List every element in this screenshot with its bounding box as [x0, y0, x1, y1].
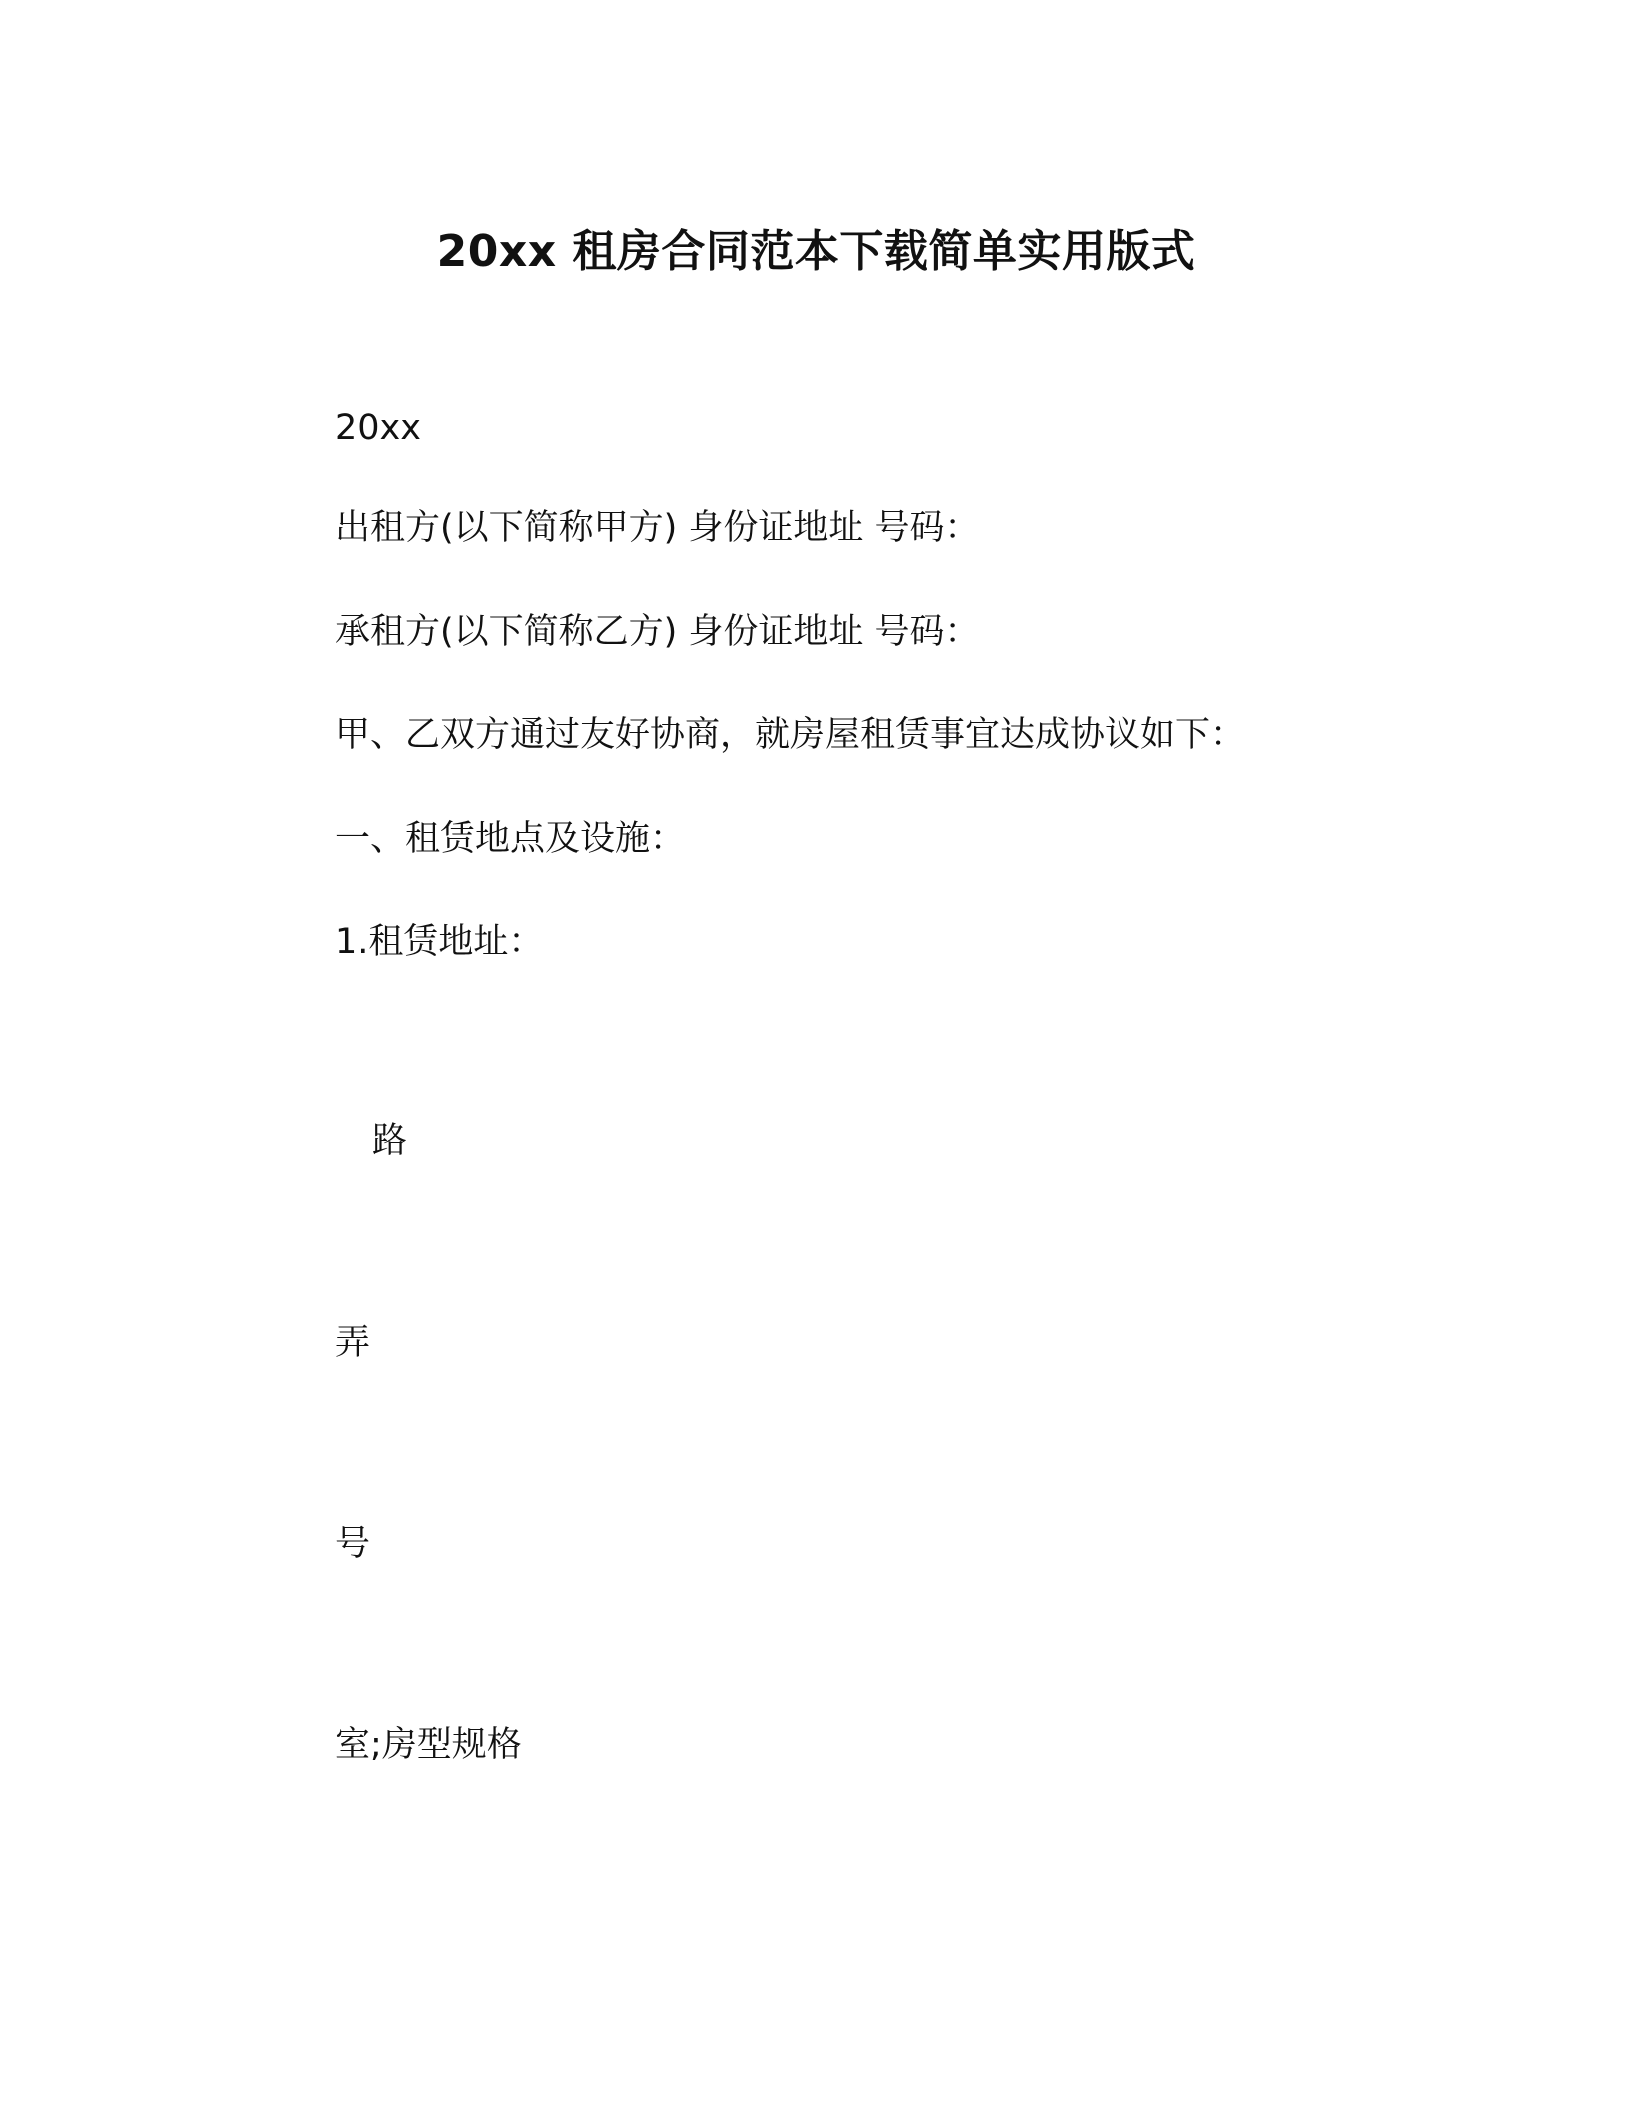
section-heading: 一、租赁地点及设施：: [335, 819, 686, 859]
address-lane-line: 弄: [335, 1323, 371, 1363]
lease-address-label: 1.租赁地址：: [335, 922, 544, 962]
address-room-line: 室;房型规格: [335, 1725, 522, 1765]
agreement-intro-line: 甲、乙双方通过友好协商，就房屋租赁事宜达成协议如下：: [335, 715, 1246, 755]
address-number-line: 号: [335, 1524, 371, 1564]
lessor-line: 出租方(以下简称甲方) 身份证地址 号码：: [335, 508, 980, 548]
lessee-line: 承租方(以下简称乙方) 身份证地址 号码：: [335, 612, 980, 652]
year-line: 20xx: [335, 408, 421, 448]
document-title: 20xx 租房合同范本下载简单实用版式: [436, 226, 1196, 277]
address-road-line: 路: [372, 1121, 408, 1161]
